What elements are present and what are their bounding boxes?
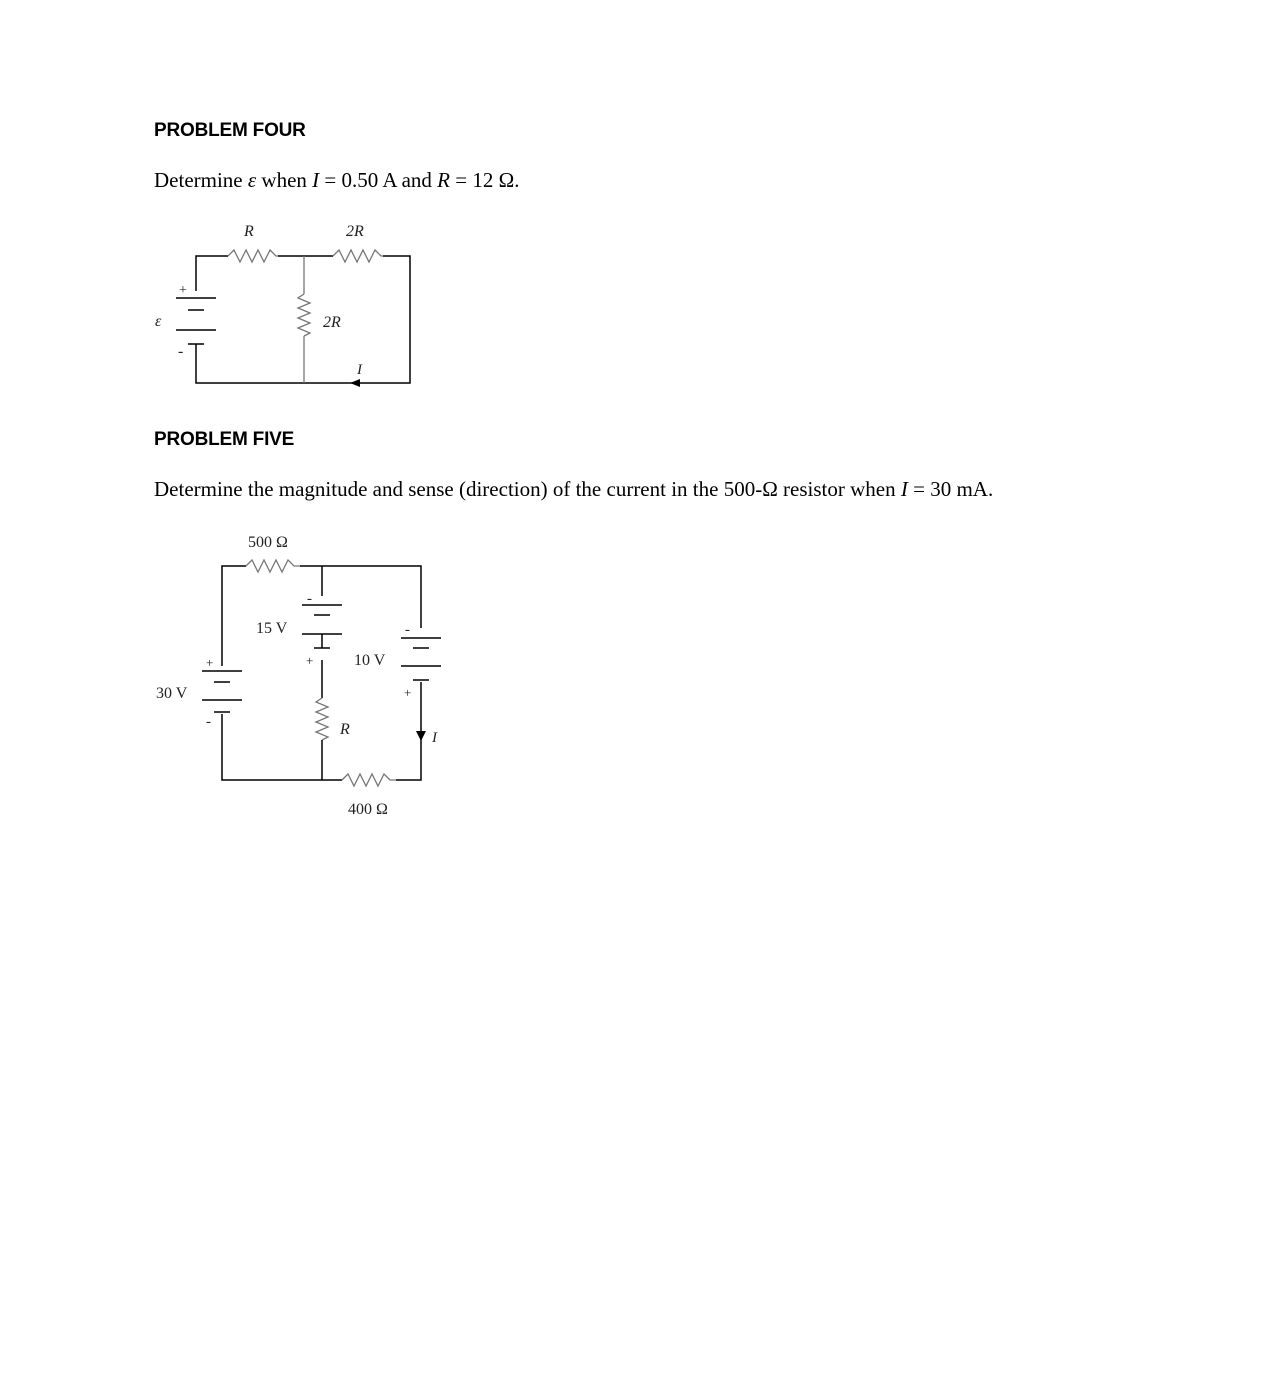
p5-label-plus-30v: + <box>206 655 214 670</box>
p5-label-400: 400 Ω <box>348 801 388 818</box>
p4-label-eps: ε <box>155 313 162 330</box>
p4-label-plus: + <box>179 283 187 298</box>
p5-label-I: I <box>432 730 437 746</box>
p5-current-arrow <box>416 731 426 741</box>
p5-label-500: 500 Ω <box>248 534 288 551</box>
problem-five-question: Determine the magnitude and sense (direction) of the current in the 500-Ω resistor when I = 30 mA. <box>154 477 994 501</box>
p5-label-minus-30v: - <box>206 714 211 730</box>
p5-battery-10v <box>401 638 441 680</box>
p4-label-R: R <box>244 223 254 240</box>
problem-four-question: Determine ε when I = 0.50 A and R = 12 Ω. <box>154 168 520 192</box>
p4-label-I: I <box>357 362 362 378</box>
p4-label-minus: - <box>178 343 184 360</box>
p5-label-10V: 10 V <box>354 652 386 669</box>
p5-label-R: R <box>340 721 350 738</box>
p4-label-2R-top: 2R <box>346 223 364 240</box>
p5-label-minus-15v: - <box>307 591 312 607</box>
p5-label-plus-10v: + <box>404 685 412 700</box>
p5-battery-30v <box>202 671 242 712</box>
problem-four-heading: PROBLEM FOUR <box>154 120 306 141</box>
p5-battery-15v <box>302 605 342 648</box>
p5-label-15V: 15 V <box>256 620 288 637</box>
p4-label-2R-mid: 2R <box>323 314 341 331</box>
p5-label-minus-10v: - <box>405 622 410 638</box>
p5-label-30V: 30 V <box>156 685 188 702</box>
problem-five-heading: PROBLEM FIVE <box>154 429 295 450</box>
p5-label-plus-15v: + <box>306 653 314 668</box>
p5-wires <box>222 560 421 786</box>
